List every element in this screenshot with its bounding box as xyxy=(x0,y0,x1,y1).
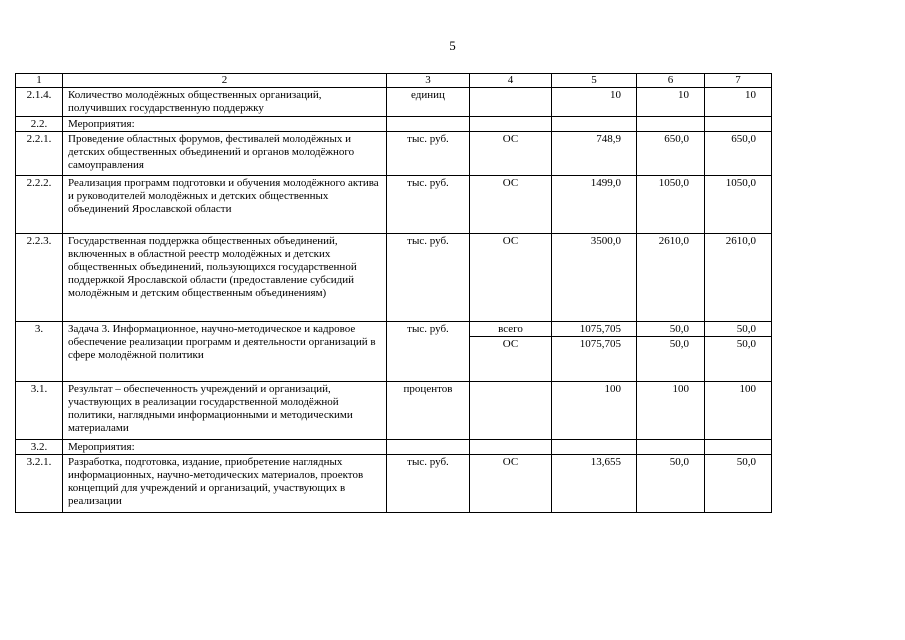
row-source xyxy=(470,88,552,117)
row-value-6: 100 xyxy=(637,382,705,440)
header-cell: 6 xyxy=(637,74,705,88)
row-name: Количество молодёжных общественных организаций, получивших государственную поддержку xyxy=(63,88,387,117)
row-value-6: 50,0 xyxy=(637,337,705,382)
header-cell: 2 xyxy=(63,74,387,88)
row-source xyxy=(470,117,552,132)
header-cell: 5 xyxy=(552,74,637,88)
row-value-5: 1499,0 xyxy=(552,176,637,234)
row-value-5: 10 xyxy=(552,88,637,117)
row-unit: процентов xyxy=(387,382,470,440)
row-value-6: 2610,0 xyxy=(637,234,705,322)
row-value-5: 13,655 xyxy=(552,455,637,513)
program-table xyxy=(15,73,772,513)
table-row xyxy=(16,322,772,337)
row-value-6: 10 xyxy=(637,88,705,117)
row-value-7: 10 xyxy=(705,88,772,117)
row-source xyxy=(470,440,552,455)
row-value-5: 100 xyxy=(552,382,637,440)
row-value-5: 1075,705 xyxy=(552,337,637,382)
table-row xyxy=(16,117,772,132)
row-value-7: 50,0 xyxy=(705,337,772,382)
row-value-7: 100 xyxy=(705,382,772,440)
row-value-5 xyxy=(552,440,637,455)
row-source: ОС xyxy=(470,455,552,513)
table-row xyxy=(16,382,772,440)
row-unit: тыс. руб. xyxy=(387,132,470,176)
row-value-7: 2610,0 xyxy=(705,234,772,322)
row-name: Разработка, подготовка, издание, приобретение наглядных информационных, научно-методических материалов, проектов концепций для учреждений и организаций, участвующих в реализации xyxy=(63,455,387,513)
row-number: 3. xyxy=(16,322,63,382)
row-value-6: 50,0 xyxy=(637,322,705,337)
row-unit: тыс. руб. xyxy=(387,455,470,513)
row-number: 2.2.1. xyxy=(16,132,63,176)
header-cell: 3 xyxy=(387,74,470,88)
row-value-5: 1075,705 xyxy=(552,322,637,337)
row-name: Проведение областных форумов, фестивалей молодёжных и детских общественных объединений и органов молодёжного самоуправления xyxy=(63,132,387,176)
row-number: 3.2.1. xyxy=(16,455,63,513)
row-number: 2.2.2. xyxy=(16,176,63,234)
table-row xyxy=(16,176,772,234)
row-name: Задача 3. Информационное, научно-методическое и кадровое обеспечение реализации программ и деятельности организаций в сфере молодёжной политики xyxy=(63,322,387,382)
row-value-5: 3500,0 xyxy=(552,234,637,322)
row-name: Мероприятия: xyxy=(63,440,387,455)
row-value-6 xyxy=(637,440,705,455)
header-cell: 7 xyxy=(705,74,772,88)
row-number: 3.2. xyxy=(16,440,63,455)
row-value-7: 50,0 xyxy=(705,455,772,513)
row-value-5: 748,9 xyxy=(552,132,637,176)
row-source: ОС xyxy=(470,176,552,234)
row-number: 3.1. xyxy=(16,382,63,440)
row-source xyxy=(470,382,552,440)
table-row xyxy=(16,234,772,322)
row-value-7: 1050,0 xyxy=(705,176,772,234)
row-name: Результат – обеспеченность учреждений и организаций, участвующих в реализации государственной молодёжной политики, наглядными информационными и методическими материалами xyxy=(63,382,387,440)
row-value-5 xyxy=(552,117,637,132)
table-row xyxy=(16,88,772,117)
header-cell: 4 xyxy=(470,74,552,88)
row-name: Мероприятия: xyxy=(63,117,387,132)
row-unit xyxy=(387,440,470,455)
row-value-7: 650,0 xyxy=(705,132,772,176)
row-number: 2.2. xyxy=(16,117,63,132)
table-row xyxy=(16,455,772,513)
row-unit: тыс. руб. xyxy=(387,176,470,234)
row-source: всего xyxy=(470,322,552,337)
table-row xyxy=(16,440,772,455)
row-name: Реализация программ подготовки и обучения молодёжного актива и руководителей молодёжных и детских общественных объединений Ярославской области xyxy=(63,176,387,234)
row-value-6 xyxy=(637,117,705,132)
header-row xyxy=(16,74,772,88)
row-value-6: 50,0 xyxy=(637,455,705,513)
row-value-6: 650,0 xyxy=(637,132,705,176)
row-value-6: 1050,0 xyxy=(637,176,705,234)
row-unit: тыс. руб. xyxy=(387,234,470,322)
row-source: ОС xyxy=(470,337,552,382)
row-number: 2.1.4. xyxy=(16,88,63,117)
table-row xyxy=(16,132,772,176)
row-unit xyxy=(387,117,470,132)
row-name: Государственная поддержка общественных объединений, включенных в областной реестр молодёжных и детских общественных объединений, пользующихся государственной поддержкой Ярославской области (предоставление субсидий молодёжным и детским общественным объединениям) xyxy=(63,234,387,322)
row-unit: тыс. руб. xyxy=(387,322,470,382)
row-source: ОС xyxy=(470,234,552,322)
row-unit: единиц xyxy=(387,88,470,117)
row-value-7 xyxy=(705,117,772,132)
row-source: ОС xyxy=(470,132,552,176)
row-value-7 xyxy=(705,440,772,455)
header-cell: 1 xyxy=(16,74,63,88)
row-value-7: 50,0 xyxy=(705,322,772,337)
page-number: 5 xyxy=(449,38,456,53)
row-number: 2.2.3. xyxy=(16,234,63,322)
